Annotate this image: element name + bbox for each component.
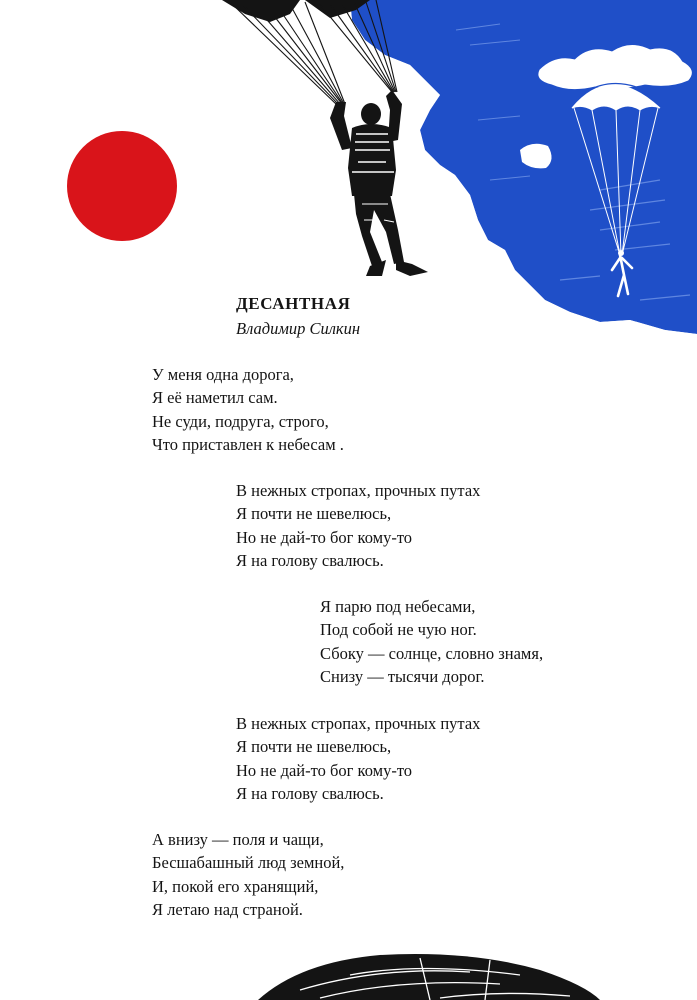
dark-canopy-illustration [258, 954, 600, 1000]
stanza-5 [152, 828, 344, 921]
stanza-4 [236, 712, 480, 805]
stanza-line: Что приставлен к небесам . [152, 434, 344, 454]
stanza-line: Я парю под небесами, [320, 597, 476, 616]
stanza-line: Я на голову свалюсь. [236, 550, 384, 570]
stanza-line: У меня одна дорога, [152, 365, 294, 384]
stanza-line: Снизу — тысячи дорог. [320, 666, 485, 686]
stanza-line: Я на голову свалюсь. [236, 783, 384, 803]
stanza-line: Сбоку — солнце, словно знамя, [320, 643, 544, 663]
stanza-line: Но не дай-то бог кому-то [236, 760, 413, 780]
stanza-line: Под собой не чую ног. [320, 620, 477, 640]
stanza-line: Я её наметил сам. [152, 388, 278, 408]
stanza-line: Я почти не шевелюсь, [236, 504, 392, 524]
stanza-line: Но не дай-то бог кому-то [236, 527, 413, 547]
stanza-1 [152, 363, 344, 456]
stanza-line: А внизу — поля и чащи, [152, 830, 324, 849]
stanza-line: Я летаю над страной. [152, 899, 303, 919]
stanza-line: Я почти не шевелюсь, [236, 737, 392, 757]
stanza-3 [320, 595, 543, 688]
stanza-line: И, покой его хранящий, [152, 876, 319, 896]
stanza-line: В нежных стропах, прочных путах [236, 481, 481, 500]
stanza-line: Не суди, подруга, строго, [152, 411, 329, 431]
stanza-line: Бесшабашный люд земной, [152, 853, 345, 873]
poem-author: Владимир Силкин [236, 319, 361, 338]
sky-illustration [345, 0, 697, 345]
sun-illustration [67, 131, 177, 241]
poem-title: ДЕСАНТНАЯ [236, 294, 351, 313]
stanza-line: В нежных стропах, прочных путах [236, 714, 481, 733]
stanza-2 [236, 479, 480, 572]
